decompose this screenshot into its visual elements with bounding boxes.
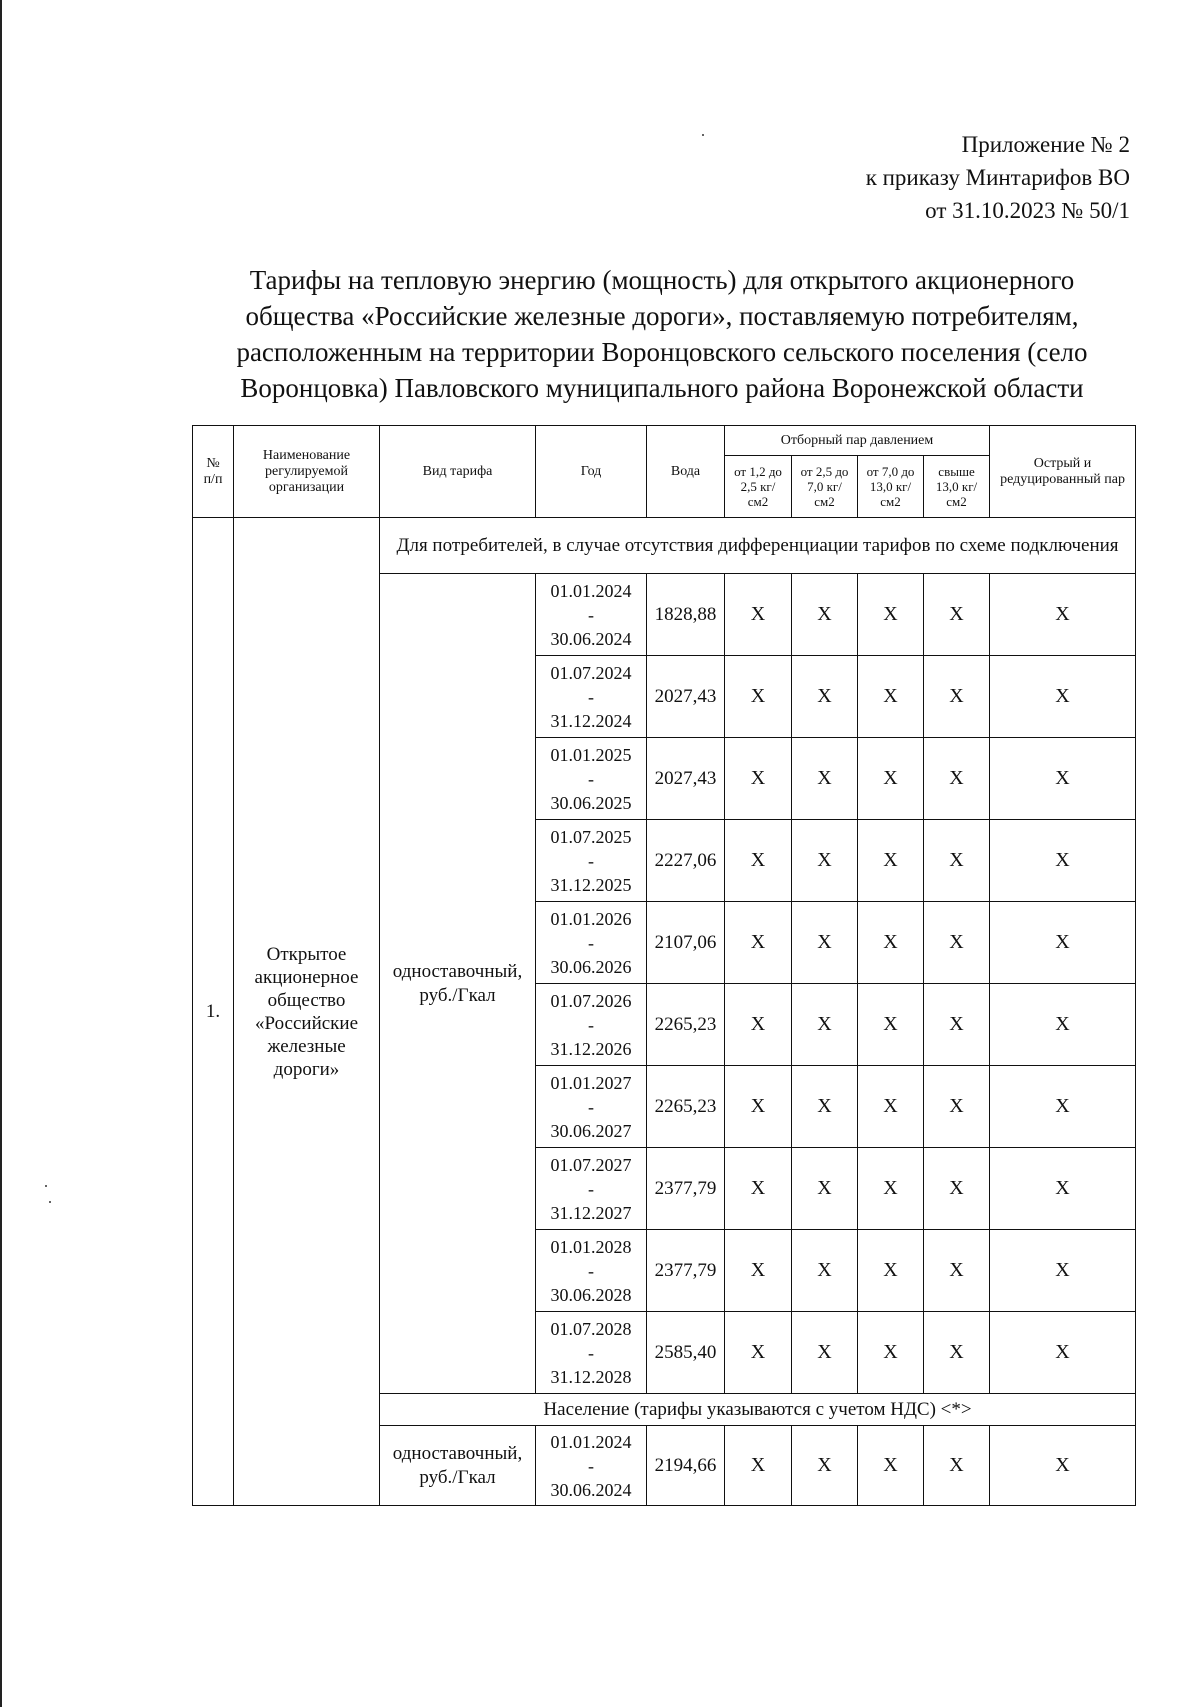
steam-3-cell: X — [858, 1066, 924, 1148]
title-line-2: общества «Российские железные дороги», поставляемую потребителям, — [245, 301, 1079, 331]
steam-4-cell: X — [924, 1230, 990, 1312]
steam-1-cell: X — [725, 1066, 792, 1148]
period-separator: - — [588, 932, 594, 953]
steam-2-cell: X — [792, 574, 858, 656]
header-steam-group: Отборный пар давлением — [725, 426, 990, 456]
period-from: 01.01.2025 — [550, 744, 632, 765]
scan-speck — [45, 1185, 47, 1187]
steam-4-cell: X — [924, 1312, 990, 1394]
steam-4-cell: X — [924, 984, 990, 1066]
steam-2-cell: X — [792, 820, 858, 902]
header-steam-3: от 7,0 до 13,0 кг/см2 — [858, 456, 924, 518]
header-row-1 — [193, 426, 1136, 456]
period-from: 01.07.2028 — [550, 1318, 632, 1339]
period-separator: - — [588, 1096, 594, 1117]
period-separator: - — [588, 686, 594, 707]
period-to: 31.12.2027 — [550, 1202, 632, 1223]
sharp-steam-cell: X — [990, 1426, 1136, 1506]
period-from: 01.01.2024 — [550, 1431, 632, 1452]
appendix-line-3: от 31.10.2023 № 50/1 — [925, 198, 1130, 223]
water-tariff-cell: 2027,43 — [647, 656, 725, 738]
table-body — [193, 518, 1136, 1506]
header-org: Наименование регулируемой организации — [234, 426, 380, 518]
water-tariff-cell: 2377,79 — [647, 1148, 725, 1230]
steam-4-cell: X — [924, 738, 990, 820]
steam-2-cell: X — [792, 1066, 858, 1148]
period-from: 01.01.2027 — [550, 1072, 632, 1093]
steam-2-cell: X — [792, 738, 858, 820]
period-cell — [536, 1426, 647, 1506]
steam-4-cell: X — [924, 1148, 990, 1230]
header-water: Вода — [647, 426, 725, 518]
sharp-steam-cell: X — [990, 1148, 1136, 1230]
header-steam-1: от 1,2 до 2,5 кг/см2 — [725, 456, 792, 518]
water-tariff-cell: 2107,06 — [647, 902, 725, 984]
period-separator: - — [588, 1342, 594, 1363]
appendix-line-1: Приложение № 2 — [961, 132, 1130, 157]
header-sharp-steam: Острый и редуцированный пар — [990, 426, 1136, 518]
period-cell — [536, 820, 647, 902]
header-num: № п/п — [193, 426, 234, 518]
steam-3-cell: X — [858, 574, 924, 656]
steam-2-cell: X — [792, 656, 858, 738]
water-tariff-cell: 2194,66 — [647, 1426, 725, 1506]
period-to: 31.12.2025 — [550, 874, 632, 895]
period-from: 01.07.2025 — [550, 826, 632, 847]
sharp-steam-cell: X — [990, 1066, 1136, 1148]
period-to: 30.06.2025 — [550, 792, 632, 813]
water-tariff-cell: 2585,40 — [647, 1312, 725, 1394]
appendix-line-2: к приказу Минтарифов ВО — [865, 165, 1130, 190]
period-cell — [536, 1066, 647, 1148]
steam-3-cell: X — [858, 1230, 924, 1312]
period-to: 30.06.2024 — [550, 628, 632, 649]
period-from: 01.07.2026 — [550, 990, 632, 1011]
steam-1-cell: X — [725, 820, 792, 902]
sharp-steam-cell: X — [990, 820, 1136, 902]
period-to: 31.12.2024 — [550, 710, 632, 731]
steam-1-cell: X — [725, 574, 792, 656]
period-from: 01.01.2028 — [550, 1236, 632, 1257]
sharp-steam-cell: X — [990, 738, 1136, 820]
period-from: 01.01.2026 — [550, 908, 632, 929]
period-separator: - — [588, 1260, 594, 1281]
steam-3-cell: X — [858, 820, 924, 902]
period-cell — [536, 1312, 647, 1394]
sharp-steam-cell: X — [990, 902, 1136, 984]
steam-2-cell: X — [792, 1426, 858, 1506]
period-separator: - — [588, 1178, 594, 1199]
tariff-type-cell: одноставочный, руб./Гкал — [380, 1426, 536, 1506]
steam-2-cell: X — [792, 902, 858, 984]
organization-name: Открытое акционерное общество «Российские железные дороги» — [234, 518, 380, 1506]
steam-1-cell: X — [725, 1312, 792, 1394]
period-cell — [536, 984, 647, 1066]
section-1-row — [193, 518, 1136, 574]
steam-3-cell: X — [858, 738, 924, 820]
period-from: 01.01.2024 — [550, 580, 632, 601]
sharp-steam-cell: X — [990, 1230, 1136, 1312]
steam-1-cell: X — [725, 984, 792, 1066]
scan-speck — [702, 134, 704, 136]
section-1-title: Для потребителей, в случае отсутствия дифференциации тарифов по схеме подключения — [380, 518, 1136, 574]
period-to: 30.06.2028 — [550, 1284, 632, 1305]
period-from: 01.07.2027 — [550, 1154, 632, 1175]
steam-1-cell: X — [725, 1426, 792, 1506]
steam-3-cell: X — [858, 1148, 924, 1230]
period-to: 30.06.2024 — [550, 1479, 632, 1500]
header-steam-2: от 2,5 до 7,0 кг/см2 — [792, 456, 858, 518]
steam-1-cell: X — [725, 1148, 792, 1230]
water-tariff-cell: 2265,23 — [647, 1066, 725, 1148]
steam-3-cell: X — [858, 984, 924, 1066]
appendix-block — [866, 128, 1130, 227]
period-separator: - — [588, 768, 594, 789]
period-separator: - — [588, 604, 594, 625]
header-tariff-type: Вид тарифа — [380, 426, 536, 518]
steam-3-cell: X — [858, 656, 924, 738]
scan-speck — [49, 1201, 51, 1203]
steam-1-cell: X — [725, 656, 792, 738]
period-separator: - — [588, 1014, 594, 1035]
steam-4-cell: X — [924, 1066, 990, 1148]
period-cell — [536, 656, 647, 738]
sharp-steam-cell: X — [990, 984, 1136, 1066]
steam-2-cell: X — [792, 1230, 858, 1312]
period-separator: - — [588, 850, 594, 871]
steam-4-cell: X — [924, 574, 990, 656]
tariff-table — [192, 425, 1136, 1506]
sharp-steam-cell: X — [990, 1312, 1136, 1394]
steam-1-cell: X — [725, 738, 792, 820]
period-cell — [536, 1148, 647, 1230]
period-cell — [536, 902, 647, 984]
header-steam-4: свыше 13,0 кг/см2 — [924, 456, 990, 518]
period-from: 01.07.2024 — [550, 662, 632, 683]
sharp-steam-cell: X — [990, 574, 1136, 656]
steam-4-cell: X — [924, 1426, 990, 1506]
steam-2-cell: X — [792, 1312, 858, 1394]
period-cell — [536, 738, 647, 820]
period-to: 31.12.2026 — [550, 1038, 632, 1059]
sharp-steam-cell: X — [990, 656, 1136, 738]
water-tariff-cell: 2377,79 — [647, 1230, 725, 1312]
steam-3-cell: X — [858, 902, 924, 984]
period-to: 30.06.2026 — [550, 956, 632, 977]
row-number: 1. — [193, 518, 234, 1506]
period-cell — [536, 574, 647, 656]
period-cell — [536, 1230, 647, 1312]
steam-3-cell: X — [858, 1312, 924, 1394]
water-tariff-cell: 2027,43 — [647, 738, 725, 820]
title-line-3: расположенным на территории Воронцовского сельского поселения (село — [236, 337, 1088, 367]
water-tariff-cell: 2227,06 — [647, 820, 725, 902]
document-title — [197, 262, 1127, 406]
section-2-title: Население (тарифы указываются с учетом НДС) <*> — [380, 1394, 1136, 1426]
period-to: 30.06.2027 — [550, 1120, 632, 1141]
steam-2-cell: X — [792, 984, 858, 1066]
title-line-1: Тарифы на тепловую энергию (мощность) для открытого акционерного — [249, 265, 1075, 295]
period-to: 31.12.2028 — [550, 1366, 632, 1387]
period-separator: - — [588, 1455, 594, 1476]
steam-4-cell: X — [924, 820, 990, 902]
steam-2-cell: X — [792, 1148, 858, 1230]
water-tariff-cell: 2265,23 — [647, 984, 725, 1066]
title-line-4: Воронцовка) Павловского муниципального района Воронежской области — [240, 373, 1084, 403]
water-tariff-cell: 1828,88 — [647, 574, 725, 656]
steam-1-cell: X — [725, 902, 792, 984]
steam-1-cell: X — [725, 1230, 792, 1312]
steam-4-cell: X — [924, 656, 990, 738]
steam-4-cell: X — [924, 902, 990, 984]
header-year: Год — [536, 426, 647, 518]
tariff-type-cell: одноставочный, руб./Гкал — [380, 574, 536, 1394]
steam-3-cell: X — [858, 1426, 924, 1506]
